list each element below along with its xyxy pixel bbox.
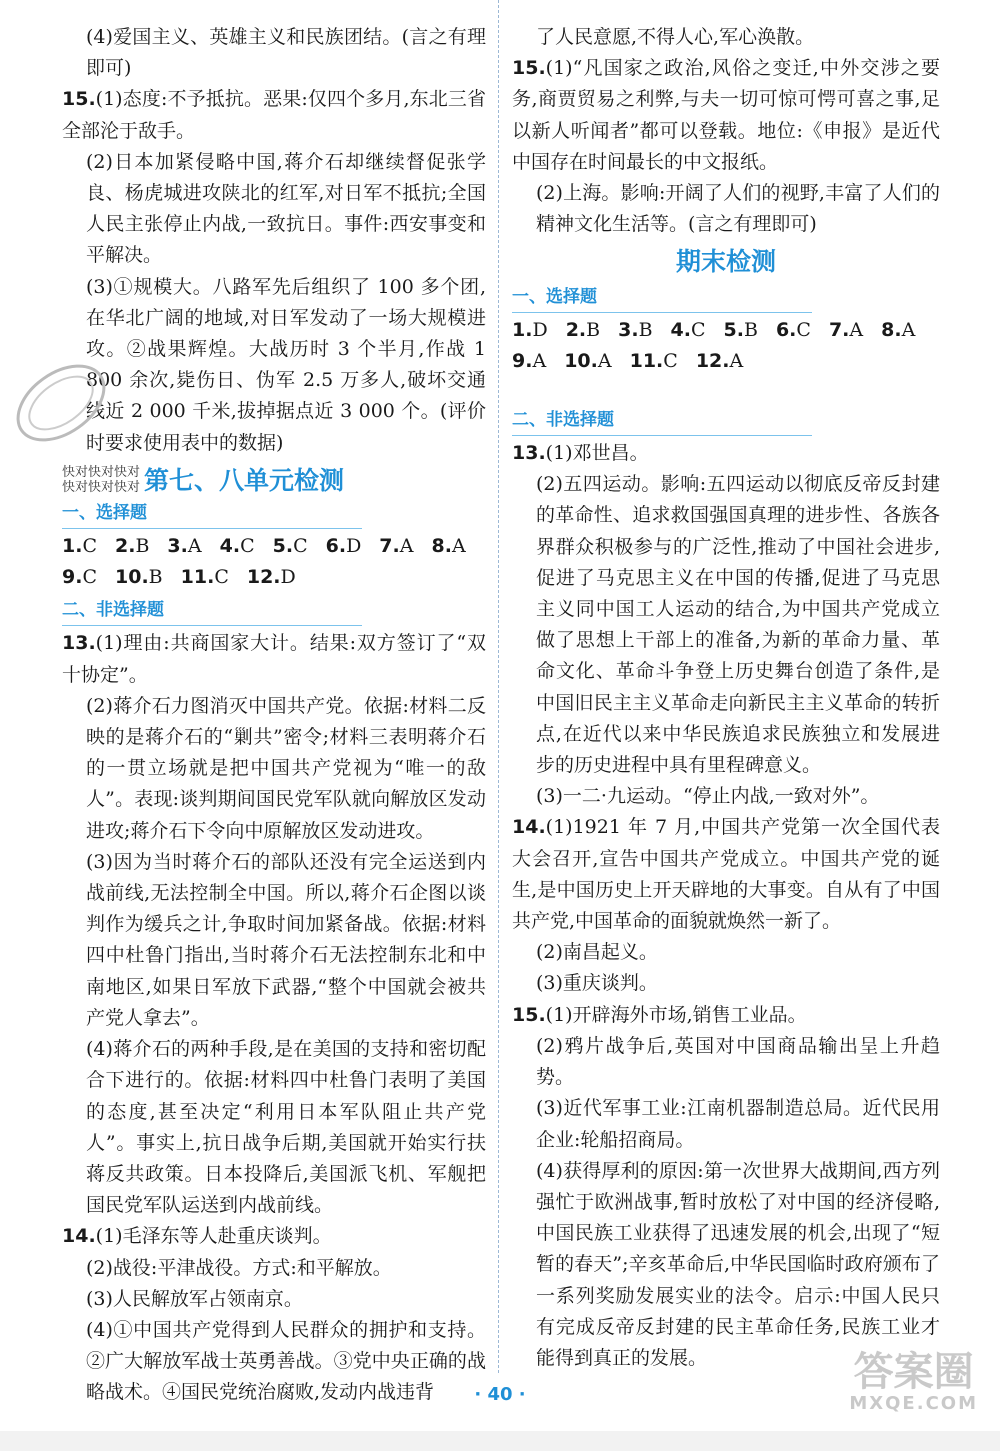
question-number: 15. (512, 57, 546, 80)
q15-part1 (62, 84, 486, 146)
q15-part3: (3)①规模大。八路军先后组织了 100 多个团,在华北广阔的地域,对日军发动了一场大规模进攻。②战果辉煌。大战历时 3 个半月,作战 1 800 余次,毙伤日、伪军 2.5 万多人,破坏交通线近 2 000 千米,拔掉据点近 3 000 个。(评价时要求使用表中的数据) (86, 275, 486, 454)
choice-answer (273, 535, 308, 557)
choice-answer (181, 566, 229, 588)
q14-part3: (3)人民解放军占领南京。 (86, 1287, 303, 1310)
answer-text: (1)理由:共商国家大计。结果:双方签订了“双十协定”。 (62, 632, 486, 686)
quick-answer-label (62, 465, 140, 495)
answer-text: (1)态度:不予抵抗。恶果:仅四个多月,东北三省全部沦于敌手。 (62, 88, 486, 142)
choice-number: 10. (564, 349, 598, 372)
choice-answer (62, 566, 97, 588)
section-rule (512, 435, 812, 436)
choice-letter: C (240, 535, 255, 558)
bottom-band (0, 1431, 1000, 1451)
choice-number: 8. (881, 318, 902, 341)
q13-part4: (4)蒋介石的两种手段,是在美国的支持和密切配合下进行的。依据:材料四中杜鲁门表明了美国的态度,甚至决定“利用日本军队阻止共产党人”。事实上,抗日战争后期,美国就开始实行扶蒋反共政策。日本投降后,美国派飞机、军舰把国民党军队运送到内战前线。 (86, 1038, 486, 1217)
choice-number: 6. (775, 318, 797, 341)
choice-letter: C (214, 566, 229, 589)
q13-part1 (62, 628, 486, 690)
choice-number: 12. (246, 566, 281, 589)
q13-part1 (512, 438, 940, 469)
q15b-part4: (4)获得厚利的原因:第一次世界大战期间,西方列强忙于欧洲战事,暂时放松了对中国的经济侵略,中国民族工业获得了迅速发展的机会,出现了“短暂的春天”;辛亥革命后,中华民国临时政府颁布了一系列奖励发展实业的法令。启示:中国人民只有完成反帝反封建的民主革命任务,民族工业才能得到真正的发展。 (536, 1159, 940, 1369)
choice-number: 10. (115, 566, 149, 589)
question-number: 14. (512, 816, 546, 839)
choice-letter: C (690, 318, 706, 341)
right-column (512, 22, 940, 1374)
q14-part1 (62, 1221, 486, 1252)
answer-text: (1)“凡国家之政治,风俗之变迁,中外交涉之要务,商贾贸易之利弊,与夫一切可惊可愕可喜之事,足以新人听闻者”都可以登载。地位:《申报》是近代中国存在时间最长的中文报纸。 (512, 57, 940, 173)
question-number: 15. (62, 88, 96, 111)
choice-letter: A (849, 318, 864, 341)
section-heading-choice: 一、选择题 (512, 286, 597, 307)
choice-answer (630, 350, 678, 372)
choice-letter: A (901, 318, 916, 341)
choice-letter: D (346, 535, 362, 558)
unit-title: 第七、八单元检测 (144, 465, 345, 495)
choice-answer (776, 319, 811, 341)
spacer (512, 377, 940, 403)
final-exam-title: 期末检测 (675, 247, 776, 277)
choice-letter: A (399, 535, 414, 558)
section-heading-choice: 一、选择题 (62, 503, 147, 524)
choice-answers-row2 (512, 346, 940, 377)
choice-number: 7. (828, 318, 850, 341)
question-number: 14. (62, 1225, 96, 1248)
choice-letter: A (532, 349, 547, 372)
watermark-sub: MXQE.COM (849, 1393, 978, 1414)
choice-letter: C (663, 349, 678, 372)
watermark-logo (849, 1350, 978, 1414)
question-number: 15. (512, 1003, 546, 1026)
choice-number: 9. (62, 566, 83, 589)
section-rule (62, 625, 362, 626)
answer-text: (1)1921 年 7 月,中国共产党第一次全国代表大会召开,宣告中国共产党成立。中国共产党的诞生,是中国历史上开天辟地的大事变。自从有了中国共产党,中国革命的面貌就焕然一新了。 (512, 816, 940, 933)
choice-number: 11. (180, 566, 215, 589)
choice-number: 5. (272, 535, 294, 558)
q15b-part3: (3)近代军事工业:江南机器制造总局。近代民用企业:轮船招商局。 (536, 1097, 940, 1151)
choice-number: 3. (167, 535, 188, 558)
choice-answers-row1 (512, 315, 940, 346)
unit-heading (62, 465, 486, 496)
stamp-icon (6, 348, 116, 458)
choice-number: 9. (512, 349, 533, 372)
choice-number: 4. (219, 535, 241, 558)
choice-answer (671, 319, 706, 341)
choice-answer (829, 319, 863, 341)
choice-number: 6. (325, 535, 347, 558)
column-divider (498, 0, 499, 1373)
choice-number: 4. (670, 318, 691, 341)
answer-text: (1)邓世昌。 (545, 442, 649, 465)
quick-answer-line: 快对快对快对 (62, 465, 141, 481)
choice-letter: C (82, 535, 97, 558)
q13-part2: (2)蒋介石力图消灭中国共产党。依据:材料二反映的是蒋介石的“剿共”密令;材料三表明蒋介石的一贯立场就是把中国共产党视为“唯一的敌人”。表现:谈判期间国民党军队就向解放区发动进攻;蒋介石下令向中原解放区发动进攻。 (86, 694, 486, 842)
watermark-main: 答案圈 (853, 1349, 974, 1395)
choice-letter: B (148, 566, 163, 589)
section-rule (62, 528, 362, 529)
choice-answer (167, 535, 201, 557)
choice-answer (512, 350, 546, 372)
choice-letter: D (532, 318, 548, 341)
choice-number: 2. (115, 535, 136, 558)
choice-number: 11. (629, 349, 664, 372)
q14-part1 (512, 812, 940, 937)
choice-answer (881, 319, 915, 341)
choice-letter: A (597, 349, 612, 372)
q15-part2: (2)上海。影响:开阔了人们的视野,丰富了人们的精神文化生活等。(言之有理即可) (536, 182, 940, 236)
choice-number: 12. (695, 349, 730, 372)
choice-letter: C (796, 318, 811, 341)
choice-letter: A (451, 535, 466, 558)
choice-answer (220, 535, 255, 557)
choice-number: 2. (565, 318, 587, 341)
choice-letter: B (743, 318, 758, 341)
q14-part2: (2)南昌起义。 (536, 941, 658, 964)
answer-text: (1)开辟海外市场,销售工业品。 (545, 1003, 807, 1026)
quick-answer-line: 快对快对快对 (62, 480, 141, 496)
q14-part2: (2)战役:平津战役。方式:和平解放。 (86, 1256, 392, 1279)
choice-letter: A (729, 349, 744, 372)
choice-answer (724, 319, 758, 341)
choice-letter: B (638, 318, 653, 341)
choice-letter: C (293, 535, 308, 558)
choice-number: 1. (62, 535, 83, 558)
section-rule (512, 312, 812, 313)
choice-answer (247, 566, 296, 588)
choice-answer (431, 535, 465, 557)
q13-part3: (3)因为当时蒋介石的部队还没有完全运送到内战前线,无法控制全中国。所以,蒋介石企图以谈判作为缓兵之计,争取时间加紧备战。依据:材料四中杜鲁门指出,当时蒋介石无法控制东北和中南地区,如果日军放下武器,“整个中国就会被共产党人拿去”。 (86, 850, 486, 1029)
q15-part2: (2)日本加紧侵略中国,蒋介石却继续督促张学良、杨虎城进攻陕北的红军,对日军不抵抗;全国人民主张停止内战,一致抗日。事件:西安事变和平解决。 (86, 150, 486, 267)
choice-number: 8. (431, 535, 452, 558)
choice-answer (566, 319, 600, 341)
choice-answers-row1 (62, 531, 486, 562)
choice-letter: B (586, 318, 601, 341)
choice-letter: B (135, 535, 150, 558)
answer-text: (4)爱国主义、英雄主义和民族团结。(言之有理即可) (86, 26, 486, 80)
page-number: · 40 · (474, 1384, 526, 1405)
choice-number: 1. (512, 318, 533, 341)
q13-part2: (2)五四运动。影响:五四运动以彻底反帝反封建的革命性、追求救国强国真理的进步性、各族各界群众积极参与的广泛性,推动了中国社会进步,促进了马克思主义在中国的传播,促进了马克思主义同中国工人运动的结合,为中国共产党成立做了思想上干部上的准备,为新的革命力量、革命文化、革命斗争登上历史舞台创造了条件,是中国旧民主主义革命走向新民主主义革命的转折点,在近代以来中华民族追求民族独立和发展进步的历史进程中具有里程碑意义。 (536, 473, 940, 777)
choice-number: 5. (723, 318, 744, 341)
q15b-part1 (512, 1000, 940, 1031)
choice-answer (512, 319, 548, 341)
q15-part1 (512, 53, 940, 178)
choice-number: 7. (379, 535, 400, 558)
choice-answer (115, 566, 163, 588)
question-number: 13. (62, 632, 96, 655)
choice-letter: A (187, 535, 202, 558)
answer-text: (1)毛泽东等人赴重庆谈判。 (95, 1225, 332, 1248)
choice-answer (326, 535, 362, 557)
choice-letter: C (82, 566, 97, 589)
choice-answer (115, 535, 149, 557)
choice-answer (62, 535, 97, 557)
section-heading-nonchoice: 二、非选择题 (62, 600, 164, 621)
choice-answer (564, 350, 611, 372)
question-number: 13. (512, 442, 546, 465)
choice-answer (618, 319, 652, 341)
choice-answers-row2 (62, 562, 486, 593)
choice-answer (379, 535, 413, 557)
q15b-part2: (2)鸦片战争后,英国对中国商品输出呈上升趋势。 (536, 1034, 940, 1089)
left-column (62, 22, 486, 1409)
choice-answer (696, 350, 743, 372)
choice-number: 3. (618, 318, 639, 341)
q13-part3: (3)一二·九运动。“停止内战,一致对外”。 (536, 785, 880, 808)
choice-letter: D (280, 566, 296, 589)
answer-text: 了人民意愿,不得人心,军心涣散。 (536, 26, 815, 48)
section-heading-nonchoice: 二、非选择题 (512, 410, 614, 431)
q14-part3: (3)重庆谈判。 (536, 972, 658, 995)
q14-part4: (4)①中国共产党得到人民群众的拥护和支持。②广大解放军战士英勇善战。③党中央正确的战略战术。④国民党统治腐败,发动内战违背 (86, 1318, 486, 1404)
